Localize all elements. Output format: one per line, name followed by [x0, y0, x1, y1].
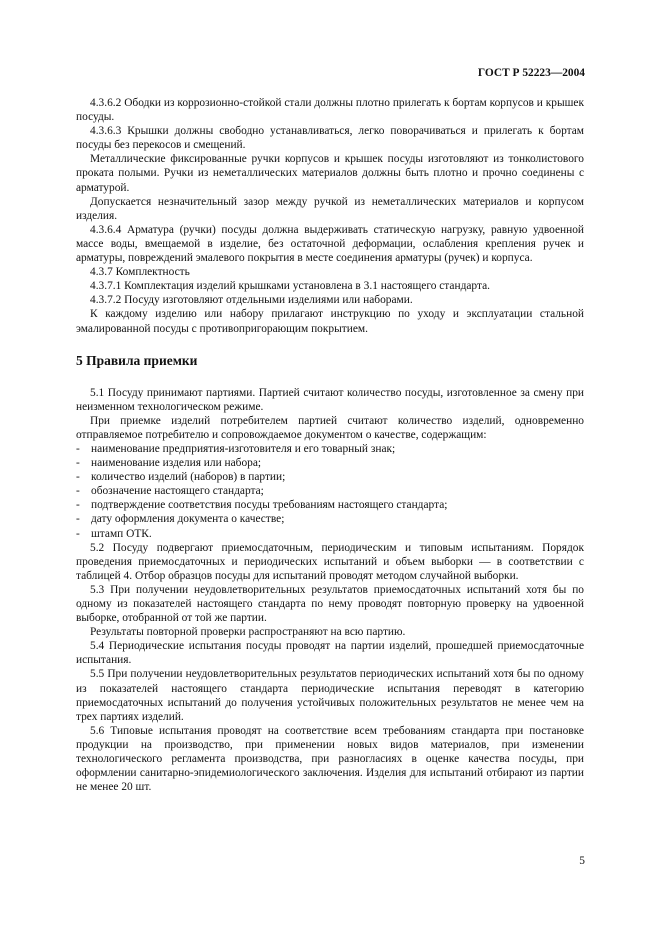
list-item: - обозначение настоящего стандарта;	[76, 484, 584, 498]
paragraph: К каждому изделию или набору прилагают инструкцию по уходу и эксплуатации стальной эмалированной посуды с противопригорающим покрытием.	[76, 308, 584, 335]
page-number: 5	[579, 855, 585, 867]
quality-document-list	[76, 442, 584, 541]
paragraph: 4.3.6.3 Крышки должны свободно устанавливаться, легко поворачиваться и прилегать к бортам посуды без перекосов и смещений.	[76, 125, 584, 152]
document-body	[76, 96, 584, 794]
paragraph: 5.2 Посуду подвергают приемосдаточным, периодическим и типовым испытаниям. Порядок проведения приемосдаточных и периодических испытаний и объем выборки — в соответствии с таблицей 4. Отбор образцов посуды для испытаний проводят методом случайной выборки.	[76, 541, 584, 582]
list-item: - наименование изделия или набора;	[76, 456, 584, 470]
list-item: - дату оформления документа о качестве;	[76, 512, 584, 526]
list-item: - наименование предприятия-изготовителя и его товарный знак;	[76, 442, 584, 456]
paragraph: 5.4 Периодические испытания посуды проводят на партии изделий, прошедшей приемосдаточные испытания.	[76, 640, 584, 667]
list-item: - количество изделий (наборов) в партии;	[76, 470, 584, 484]
paragraph: 4.3.7 Комплектность	[90, 266, 190, 279]
paragraph: 5.6 Типовые испытания проводят на соответствие всем требованиям стандарта при постановке продукции на производство, при применении новых видов материалов, при изменении технологического регламента производства, при разногласиях в оценке качества посуды, при оформлении санитарно-эпидемиологического заключения. Изделия для испытаний отбирают из партии не менее 20 шт.	[76, 724, 584, 794]
document-header-standard: ГОСТ Р 52223—2004	[477, 67, 585, 79]
paragraph: 4.3.6.2 Ободки из коррозионно-стойкой стали должны плотно прилегать к бортам корпусов и крышек посуды.	[76, 97, 584, 124]
paragraph: Металлические фиксированные ручки корпусов и крышек посуды изготовляют из тонколистового проката полыми. Ручки из неметаллических материалов должны быть плотно и прочно соединены с арматурой.	[76, 153, 584, 194]
paragraph: Допускается незначительный зазор между ручкой из неметаллических материалов и корпусом изделия.	[76, 195, 584, 222]
list-item: - штамп ОТК.	[76, 527, 584, 541]
section-heading: 5 Правила приемки	[76, 352, 198, 368]
paragraph: 5.3 При получении неудовлетворительных результатов приемосдаточных испытаний хотя бы по одному из показателей настоящего стандарта по нему проводят повторную проверку на удвоенной выборке, отобранной от той же партии.	[76, 583, 584, 625]
list-item: - подтверждение соответствия посуды требованиям настоящего стандарта;	[76, 498, 584, 512]
paragraph: Результаты повторной проверки распространяют на всю партию.	[90, 626, 406, 639]
paragraph: При приемке изделий потребителем партией считают количество изделий, одновременно отправляемое потребителю и сопровождаемое документом о качестве, содержащим:	[76, 414, 584, 441]
paragraph: 4.3.7.2 Посуду изготовляют отдельными изделиями или наборами.	[90, 294, 413, 307]
paragraph: 4.3.6.4 Арматура (ручки) посуды должна выдерживать статическую нагрузку, равную удвоенной массе воды, вмещаемой в изделие, без остаточной деформации, ослабления крепления ручек и арматуры, повреждений эмалевого покрытия в месте соединения арматуры (ручек) и корпуса.	[76, 223, 584, 265]
paragraph: 5.1 Посуду принимают партиями. Партией считают количество посуды, изготовленное за смену при неизменном технологическом режиме.	[76, 386, 584, 413]
paragraph: 4.3.7.1 Комплектация изделий крышками установлена в 3.1 настоящего стандарта.	[90, 280, 490, 293]
paragraph: 5.5 При получении неудовлетворительных результатов периодических испытаний хотя бы по одному из показателей настоящего стандарта периодические испытания переводят в категорию приемосдаточных испытаний до получения устойчивых положительных результатов не менее чем на трех партиях изделий.	[76, 668, 584, 723]
